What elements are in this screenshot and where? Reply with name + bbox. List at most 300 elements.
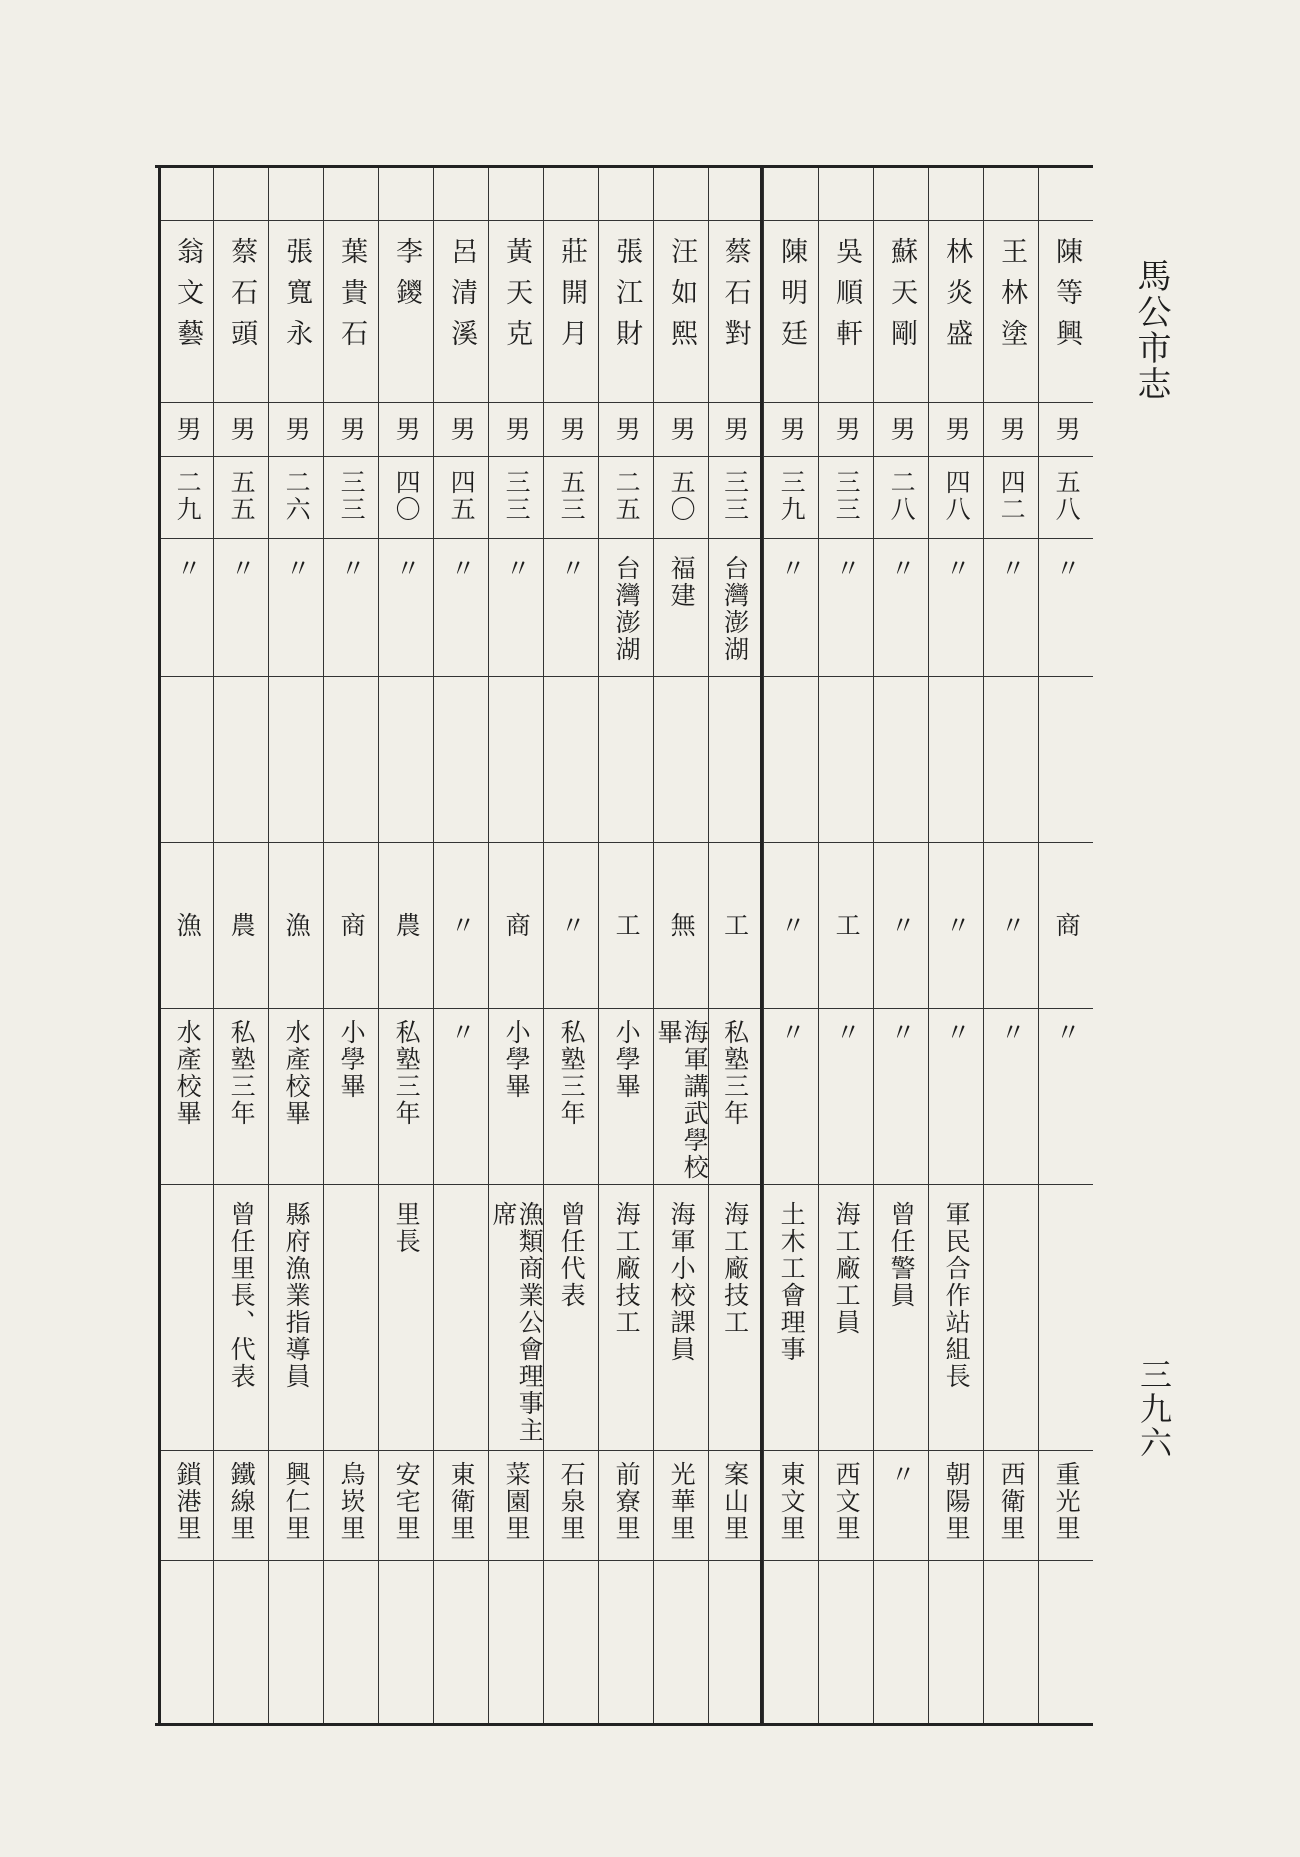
occupation-cell	[929, 842, 983, 1008]
education-cell	[764, 1008, 818, 1184]
blank-cell	[379, 676, 433, 842]
occupation-cell	[324, 842, 378, 1008]
blank-cell	[544, 676, 598, 842]
blank-cell	[709, 676, 760, 842]
blank-cell	[544, 1560, 598, 1723]
origin-cell	[434, 538, 488, 676]
occupation-cell	[544, 842, 598, 1008]
sex-cell	[489, 402, 543, 456]
origin-text: 〃	[942, 555, 972, 582]
sex-text: 男	[392, 416, 422, 443]
education-text: 水產校畢	[173, 1019, 203, 1127]
age-cell	[764, 456, 818, 538]
origin-text: 〃	[502, 555, 532, 582]
record-column	[268, 168, 323, 1723]
blank-cell	[544, 168, 598, 220]
address-text: 重光里	[1052, 1461, 1082, 1542]
name-cell	[434, 220, 488, 402]
record-column	[158, 168, 213, 1723]
occupation-text: 商	[1052, 912, 1082, 939]
blank-cell	[709, 168, 760, 220]
occupation-cell	[599, 842, 653, 1008]
experience-cell	[654, 1184, 708, 1450]
name-cell	[544, 220, 598, 402]
education-text: 〃	[997, 1019, 1027, 1046]
age-cell	[269, 456, 323, 538]
origin-cell	[709, 538, 760, 676]
age-text: 二六	[282, 469, 312, 523]
origin-text: 〃	[282, 555, 312, 582]
experience-cell	[874, 1184, 928, 1450]
education-cell	[489, 1008, 543, 1184]
blank-cell	[764, 168, 818, 220]
address-cell	[161, 1450, 213, 1560]
occupation-cell	[819, 842, 873, 1008]
origin-text: 〃	[777, 555, 807, 582]
experience-cell	[379, 1184, 433, 1450]
name-text: 呂清溪	[446, 237, 478, 360]
education-text: 私塾三年	[392, 1019, 422, 1127]
address-text: 東衛里	[447, 1461, 477, 1542]
blank-cell	[1039, 1560, 1093, 1723]
age-text: 二九	[173, 469, 203, 523]
record-column	[873, 168, 928, 1723]
sex-cell	[764, 402, 818, 456]
education-cell	[434, 1008, 488, 1184]
education-cell	[544, 1008, 598, 1184]
blank-cell	[214, 1560, 268, 1723]
register-table	[155, 165, 1093, 1726]
experience-cell	[214, 1184, 268, 1450]
sex-cell	[214, 402, 268, 456]
blank-cell	[654, 1560, 708, 1723]
age-text: 二五	[612, 469, 642, 523]
occupation-text: 無	[667, 912, 697, 939]
origin-text: 福建	[667, 555, 697, 609]
occupation-text: 〃	[942, 912, 972, 939]
address-text: 鎖港里	[173, 1461, 203, 1542]
blank-cell	[214, 676, 268, 842]
address-cell	[269, 1450, 323, 1560]
sex-cell	[709, 402, 760, 456]
name-cell	[819, 220, 873, 402]
education-cell	[874, 1008, 928, 1184]
experience-cell	[984, 1184, 1038, 1450]
blank-cell	[599, 676, 653, 842]
experience-cell	[764, 1184, 818, 1450]
experience-text: 縣府漁業指導員	[282, 1201, 312, 1390]
address-cell	[599, 1450, 653, 1560]
blank-cell	[324, 1560, 378, 1723]
name-cell	[269, 220, 323, 402]
experience-text: 里長	[392, 1201, 422, 1255]
sex-cell	[984, 402, 1038, 456]
age-text: 四二	[997, 469, 1027, 523]
sex-text: 男	[557, 416, 587, 443]
origin-cell	[161, 538, 213, 676]
education-text: 私塾三年	[227, 1019, 257, 1127]
occupation-text: 〃	[887, 912, 917, 939]
origin-cell	[929, 538, 983, 676]
blank-cell	[379, 1560, 433, 1723]
occupation-text: 〃	[777, 912, 807, 939]
record-column	[983, 168, 1038, 1723]
blank-cell	[489, 168, 543, 220]
record-column	[598, 168, 653, 1723]
sex-cell	[379, 402, 433, 456]
age-text: 五三	[557, 469, 587, 523]
blank-cell	[819, 1560, 873, 1723]
blank-cell	[489, 1560, 543, 1723]
name-cell	[1039, 220, 1093, 402]
blank-cell	[214, 168, 268, 220]
occupation-text: 工	[832, 912, 862, 939]
address-text: 東文里	[777, 1461, 807, 1542]
sex-text: 男	[942, 416, 972, 443]
address-cell	[434, 1450, 488, 1560]
experience-text: 海工廠工員	[832, 1201, 862, 1336]
age-cell	[161, 456, 213, 538]
occupation-cell	[489, 842, 543, 1008]
education-cell	[269, 1008, 323, 1184]
age-text: 三三	[502, 469, 532, 523]
origin-cell	[214, 538, 268, 676]
name-text: 李鑁	[391, 237, 423, 319]
experience-text: 海軍小校課員	[667, 1201, 697, 1363]
name-text: 蔡石頭	[226, 237, 258, 360]
blank-cell	[269, 676, 323, 842]
occupation-text: 農	[227, 912, 257, 939]
age-cell	[874, 456, 928, 538]
blank-cell	[929, 676, 983, 842]
education-text: 〃	[832, 1019, 862, 1046]
sex-text: 男	[997, 416, 1027, 443]
address-text: 安宅里	[392, 1461, 422, 1542]
age-text: 四五	[447, 469, 477, 523]
experience-text: 曾任警員	[887, 1201, 917, 1309]
name-text: 王林塗	[996, 237, 1028, 360]
address-text: 光華里	[667, 1461, 697, 1542]
origin-text: 〃	[887, 555, 917, 582]
name-text: 黃天克	[501, 237, 533, 360]
origin-cell	[819, 538, 873, 676]
address-cell	[764, 1450, 818, 1560]
experience-cell	[544, 1184, 598, 1450]
name-cell	[984, 220, 1038, 402]
record-column	[488, 168, 543, 1723]
blank-cell	[709, 1560, 760, 1723]
address-text: 〃	[887, 1461, 917, 1488]
education-text: 〃	[1052, 1019, 1082, 1046]
origin-cell	[1039, 538, 1093, 676]
origin-text: 〃	[337, 555, 367, 582]
address-cell	[489, 1450, 543, 1560]
sex-cell	[269, 402, 323, 456]
age-text: 三三	[832, 469, 862, 523]
blank-cell	[654, 168, 708, 220]
education-text: 小學畢	[502, 1019, 532, 1100]
address-text: 案山里	[720, 1461, 750, 1542]
name-cell	[874, 220, 928, 402]
origin-text: 〃	[832, 555, 862, 582]
blank-cell	[379, 168, 433, 220]
age-text: 四〇	[392, 469, 422, 523]
origin-text: 〃	[1052, 555, 1082, 582]
address-text: 西衛里	[997, 1461, 1027, 1542]
sex-cell	[434, 402, 488, 456]
experience-text: 曾任代表	[557, 1201, 587, 1309]
record-column	[763, 168, 818, 1723]
blank-cell	[984, 676, 1038, 842]
name-text: 莊開月	[556, 237, 588, 360]
origin-cell	[379, 538, 433, 676]
address-text: 烏崁里	[337, 1461, 367, 1542]
age-cell	[599, 456, 653, 538]
address-cell	[544, 1450, 598, 1560]
record-column	[543, 168, 598, 1723]
blank-cell	[161, 168, 213, 220]
name-cell	[654, 220, 708, 402]
education-text: 小學畢	[337, 1019, 367, 1100]
education-cell	[819, 1008, 873, 1184]
origin-cell	[984, 538, 1038, 676]
education-text: 水產校畢	[282, 1019, 312, 1127]
sex-cell	[929, 402, 983, 456]
origin-cell	[874, 538, 928, 676]
blank-cell	[434, 676, 488, 842]
education-text: 〃	[887, 1019, 917, 1046]
age-cell	[489, 456, 543, 538]
blank-cell	[764, 1560, 818, 1723]
occupation-cell	[1039, 842, 1093, 1008]
age-cell	[544, 456, 598, 538]
blank-cell	[929, 168, 983, 220]
origin-text: 〃	[997, 555, 1027, 582]
address-text: 興仁里	[282, 1461, 312, 1542]
blank-cell	[654, 676, 708, 842]
sex-text: 男	[667, 416, 697, 443]
name-cell	[161, 220, 213, 402]
blank-cell	[161, 1560, 213, 1723]
education-cell	[1039, 1008, 1093, 1184]
page-header: 馬公市志	[1131, 258, 1171, 402]
sex-text: 男	[887, 416, 917, 443]
occupation-text: 〃	[997, 912, 1027, 939]
education-text: 私塾三年	[720, 1019, 750, 1127]
occupation-cell	[434, 842, 488, 1008]
record-column	[653, 168, 708, 1723]
sex-text: 男	[612, 416, 642, 443]
sex-text: 男	[282, 416, 312, 443]
sex-cell	[544, 402, 598, 456]
name-text: 吳順軒	[831, 237, 863, 360]
occupation-cell	[874, 842, 928, 1008]
experience-text: 曾任里長、代表	[227, 1201, 257, 1390]
origin-cell	[269, 538, 323, 676]
blank-cell	[984, 1560, 1038, 1723]
sex-text: 男	[337, 416, 367, 443]
record-column	[928, 168, 983, 1723]
age-text: 五〇	[667, 469, 697, 523]
name-text: 陳明廷	[776, 237, 808, 360]
experience-cell	[599, 1184, 653, 1450]
address-cell	[874, 1450, 928, 1560]
origin-text: 〃	[557, 555, 587, 582]
record-column	[708, 168, 763, 1723]
age-text: 二八	[887, 469, 917, 523]
experience-text: 土木工會理事	[777, 1201, 807, 1363]
blank-cell	[874, 168, 928, 220]
occupation-text: 漁	[173, 912, 203, 939]
education-cell	[214, 1008, 268, 1184]
education-cell	[324, 1008, 378, 1184]
blank-cell	[929, 1560, 983, 1723]
origin-text: 台灣澎湖	[612, 555, 642, 663]
blank-cell	[434, 1560, 488, 1723]
origin-text: 台灣澎湖	[720, 555, 750, 663]
name-text: 蔡石對	[719, 237, 751, 360]
blank-cell	[489, 676, 543, 842]
education-text: 〃	[447, 1019, 477, 1046]
sex-cell	[654, 402, 708, 456]
blank-cell	[324, 676, 378, 842]
education-text: 海軍講武學校畢	[654, 1019, 710, 1181]
age-text: 五五	[227, 469, 257, 523]
blank-cell	[434, 168, 488, 220]
address-text: 石泉里	[557, 1461, 587, 1542]
origin-cell	[764, 538, 818, 676]
sex-text: 男	[502, 416, 532, 443]
address-text: 前寮里	[612, 1461, 642, 1542]
occupation-text: 漁	[282, 912, 312, 939]
blank-cell	[1039, 168, 1093, 220]
age-cell	[984, 456, 1038, 538]
name-text: 翁文藝	[172, 237, 204, 360]
sex-text: 男	[777, 416, 807, 443]
occupation-cell	[654, 842, 708, 1008]
address-cell	[214, 1450, 268, 1560]
blank-cell	[764, 676, 818, 842]
education-text: 〃	[942, 1019, 972, 1046]
record-column	[378, 168, 433, 1723]
experience-cell	[269, 1184, 323, 1450]
origin-text: 〃	[392, 555, 422, 582]
education-text: 〃	[777, 1019, 807, 1046]
occupation-text: 商	[337, 912, 367, 939]
origin-text: 〃	[173, 555, 203, 582]
name-text: 張江財	[611, 237, 643, 360]
occupation-text: 工	[612, 912, 642, 939]
record-column	[818, 168, 873, 1723]
origin-text: 〃	[227, 555, 257, 582]
name-cell	[764, 220, 818, 402]
blank-cell	[819, 168, 873, 220]
sex-cell	[324, 402, 378, 456]
age-text: 四八	[942, 469, 972, 523]
name-cell	[489, 220, 543, 402]
age-cell	[709, 456, 760, 538]
experience-text: 海工廠技工	[612, 1201, 642, 1336]
sex-text: 男	[832, 416, 862, 443]
occupation-cell	[161, 842, 213, 1008]
experience-cell	[324, 1184, 378, 1450]
occupation-text: 〃	[447, 912, 477, 939]
address-text: 菜園里	[502, 1461, 532, 1542]
education-cell	[709, 1008, 760, 1184]
blank-cell	[324, 168, 378, 220]
occupation-text: 工	[720, 912, 750, 939]
experience-cell	[929, 1184, 983, 1450]
education-cell	[379, 1008, 433, 1184]
record-column	[323, 168, 378, 1723]
address-text: 朝陽里	[942, 1461, 972, 1542]
occupation-text: 商	[502, 912, 532, 939]
name-text: 蘇天剛	[886, 237, 918, 360]
blank-cell	[599, 1560, 653, 1723]
address-cell	[654, 1450, 708, 1560]
experience-cell	[161, 1184, 213, 1450]
record-column	[433, 168, 488, 1723]
blank-cell	[269, 168, 323, 220]
age-cell	[654, 456, 708, 538]
education-cell	[599, 1008, 653, 1184]
address-cell	[379, 1450, 433, 1560]
blank-cell	[269, 1560, 323, 1723]
occupation-cell	[269, 842, 323, 1008]
record-column	[1038, 168, 1093, 1723]
blank-cell	[599, 168, 653, 220]
name-cell	[214, 220, 268, 402]
occupation-text: 〃	[557, 912, 587, 939]
sex-text: 男	[227, 416, 257, 443]
education-text: 小學畢	[612, 1019, 642, 1100]
experience-text: 軍民合作站組長	[942, 1201, 972, 1390]
sex-cell	[819, 402, 873, 456]
occupation-cell	[764, 842, 818, 1008]
address-cell	[929, 1450, 983, 1560]
experience-cell	[489, 1184, 543, 1450]
age-cell	[379, 456, 433, 538]
sex-text: 男	[720, 416, 750, 443]
education-cell	[654, 1008, 708, 1184]
age-cell	[929, 456, 983, 538]
origin-cell	[324, 538, 378, 676]
education-cell	[929, 1008, 983, 1184]
experience-cell	[709, 1184, 760, 1450]
name-cell	[324, 220, 378, 402]
sex-cell	[1039, 402, 1093, 456]
experience-text: 海工廠技工	[720, 1201, 750, 1336]
blank-cell	[984, 168, 1038, 220]
sex-cell	[874, 402, 928, 456]
page-number: 三九六	[1135, 1358, 1173, 1460]
blank-cell	[874, 676, 928, 842]
age-cell	[1039, 456, 1093, 538]
age-text: 三九	[777, 469, 807, 523]
education-cell	[161, 1008, 213, 1184]
address-cell	[984, 1450, 1038, 1560]
age-cell	[819, 456, 873, 538]
name-text: 林炎盛	[941, 237, 973, 360]
blank-cell	[161, 676, 213, 842]
sex-text: 男	[447, 416, 477, 443]
origin-text: 〃	[447, 555, 477, 582]
age-cell	[324, 456, 378, 538]
name-cell	[379, 220, 433, 402]
name-text: 張寬永	[281, 237, 313, 360]
sex-cell	[599, 402, 653, 456]
origin-cell	[489, 538, 543, 676]
